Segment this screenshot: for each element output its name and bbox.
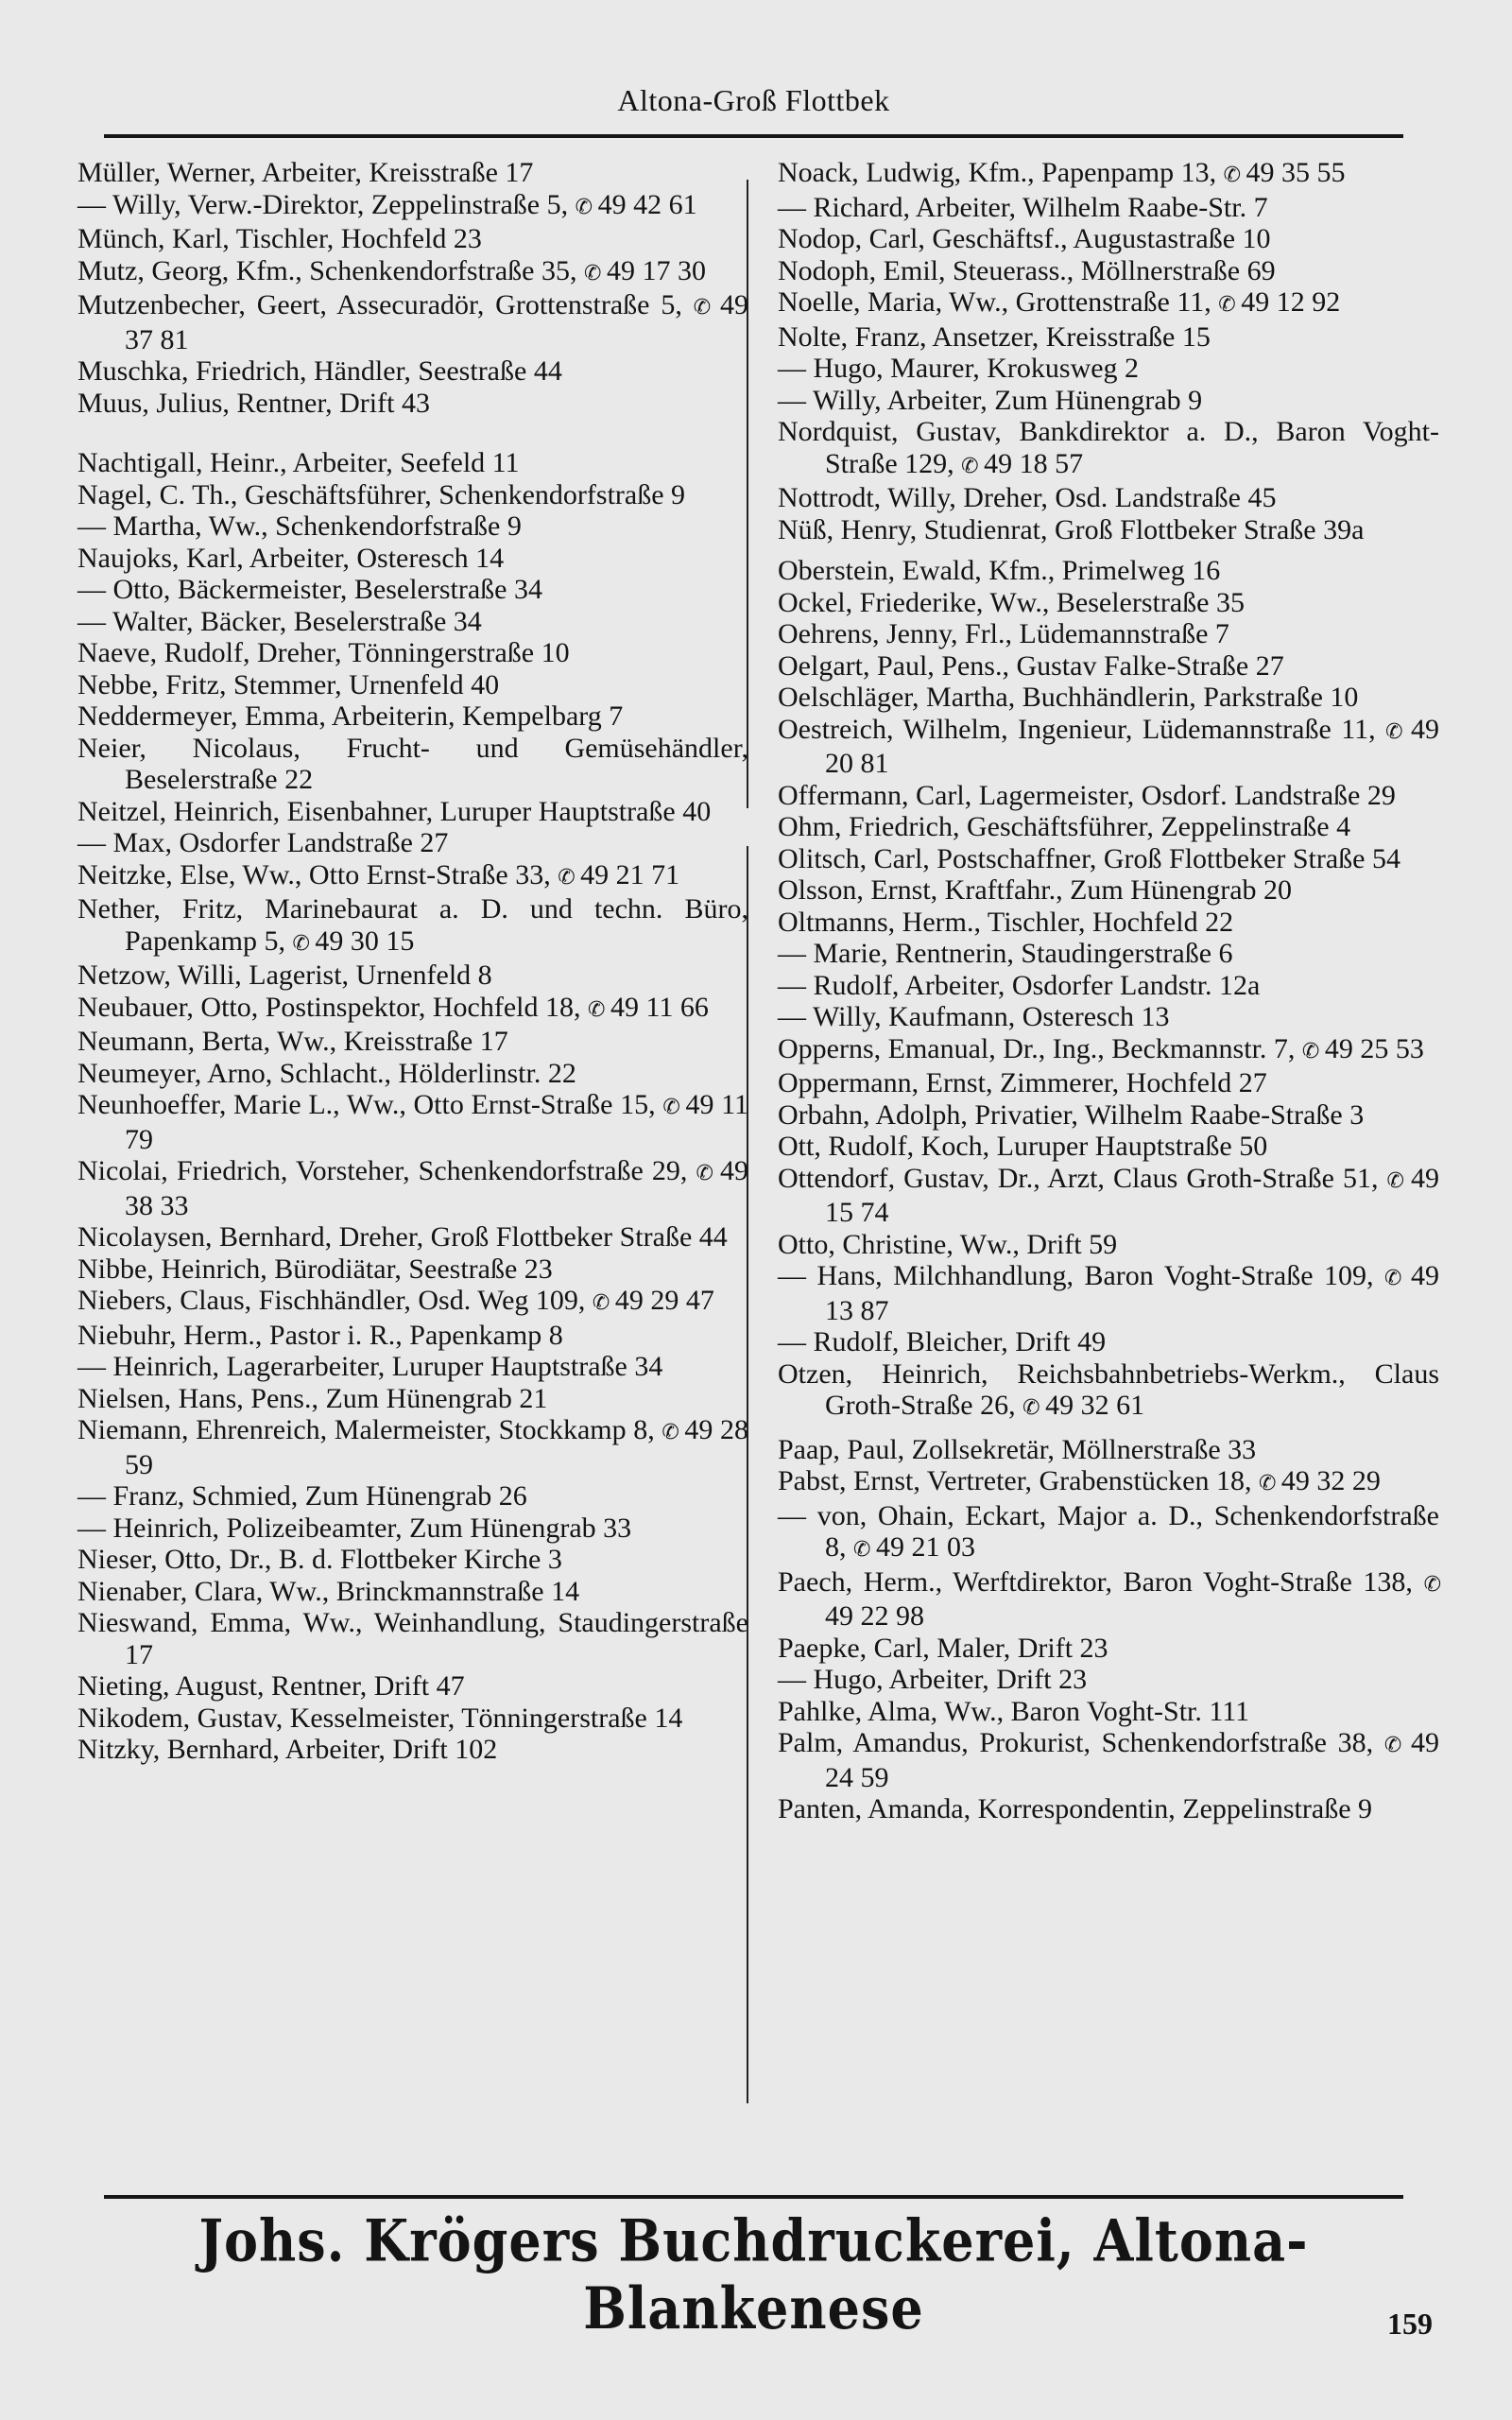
directory-entry: — Marie, Rentnerin, Staudingerstraße 6: [778, 938, 1233, 969]
directory-entry: Nikodem, Gustav, Kesselmeister, Tönningerstraße 14: [77, 1702, 683, 1734]
directory-entry: Noelle, Maria, Ww., Grottenstraße 11, ✆ 49 12 92: [778, 286, 1341, 318]
directory-entry: Neitzel, Heinrich, Eisenbahner, Luruper Hauptstraße 40: [77, 795, 712, 827]
directory-entry: Olitsch, Carl, Postschaffner, Groß Flottbeker Straße 54: [778, 842, 1400, 874]
directory-entry: Oppermann, Ernst, Zimmerer, Hochfeld 27: [778, 1067, 1267, 1098]
directory-entry: Ockel, Friederike, Ww., Beselerstraße 35: [778, 586, 1245, 618]
page-number: 159: [1387, 2307, 1433, 2341]
right-column: [778, 157, 1439, 1825]
telephone-icon: ✆: [1386, 1168, 1402, 1193]
directory-entry: Ott, Rudolf, Koch, Luruper Hauptstraße 50: [778, 1131, 1268, 1162]
directory-entry: — Rudolf, Bleicher, Drift 49: [778, 1326, 1107, 1357]
telephone-icon: ✆: [1423, 1572, 1439, 1597]
telephone-icon: ✆: [693, 296, 710, 320]
directory-entry: Nether, Fritz, Marinebaurat a. D. und techn. Büro, Papenkamp 5, ✆ 49 30 15: [77, 893, 748, 957]
directory-entry: — Walter, Bäcker, Beselerstraße 34: [77, 605, 482, 637]
directory-entry: — Hans, Milchhandlung, Baron Voght-Straße 109, ✆ 49 13 87: [778, 1260, 1439, 1326]
directory-entry: — Rudolf, Arbeiter, Osdorfer Landstr. 12a: [778, 969, 1261, 1001]
directory-entry: Muschka, Friedrich, Händler, Seestraße 44: [77, 355, 562, 387]
telephone-icon: ✆: [662, 1096, 679, 1119]
telephone-icon: ✆: [1258, 1472, 1275, 1495]
directory-entry: Olsson, Ernst, Kraftfahr., Zum Hünengrab 20: [778, 874, 1293, 906]
directory-entry: Nodop, Carl, Geschäftsf., Augustastraße 10: [778, 223, 1271, 254]
directory-entry: — Heinrich, Polizeibeamter, Zum Hünengrab 33: [77, 1512, 632, 1544]
directory-entry: Nolte, Franz, Ansetzer, Kreisstraße 15: [778, 320, 1211, 353]
directory-entry: Oelgart, Paul, Pens., Gustav Falke-Straße 27: [778, 649, 1284, 682]
telephone-icon: ✆: [575, 195, 592, 219]
directory-entry: Panten, Amanda, Korrespondentin, Zeppelinstraße 9: [778, 1793, 1373, 1824]
directory-entry: Nibbe, Heinrich, Bürodiätar, Seestraße 23: [77, 1253, 553, 1285]
directory-entry: Naeve, Rudolf, Dreher, Tönningerstraße 10: [77, 637, 570, 668]
directory-entry: Oltmanns, Herm., Tischler, Hochfeld 22: [778, 906, 1234, 938]
directory-entry: Nitzky, Bernhard, Arbeiter, Drift 102: [77, 1734, 498, 1765]
telephone-icon: ✆: [1383, 1734, 1400, 1757]
directory-entry: Nottrodt, Willy, Dreher, Osd. Landstraße 45: [778, 482, 1277, 513]
directory-entry: Nicolai, Friedrich, Vorsteher, Schenkendorfstraße 29, ✆ 49 38 33: [77, 1155, 748, 1221]
directory-entry: Oestreich, Wilhelm, Ingenieur, Lüdemannstraße 11, ✆ 49 20 81: [778, 713, 1440, 779]
telephone-icon: ✆: [588, 997, 604, 1022]
directory-entry: Mutz, Georg, Kfm., Schenkendorfstraße 35, ✆ 49 17 30: [77, 254, 706, 286]
directory-entry: Nielsen, Hans, Pens., Zum Hünengrab 21: [77, 1382, 548, 1414]
directory-entry: Netzow, Willi, Lagerist, Urnenfeld 8: [77, 959, 492, 991]
directory-entry: — Hugo, Maurer, Krokusweg 2: [778, 353, 1140, 384]
directory-entry: Nachtigall, Heinr., Arbeiter, Seefeld 11: [77, 447, 520, 478]
directory-entry: — Hugo, Arbeiter, Drift 23: [778, 1664, 1088, 1695]
directory-entry: — Willy, Verw.-Direktor, Zeppelinstraße 5, ✆ 49 42 61: [77, 188, 697, 220]
directory-entry: Niebers, Claus, Fischhändler, Osd. Weg 109, ✆ 49 29 47: [77, 1285, 714, 1316]
directory-entry: Oberstein, Ewald, Kfm., Primelweg 16: [778, 555, 1221, 586]
directory-entry: Noack, Ludwig, Kfm., Papenpamp 13, ✆ 49 35 55: [778, 157, 1346, 188]
directory-entry: Neunhoeffer, Marie L., Ww., Otto Ernst-Straße 15, ✆ 49 11 79: [77, 1089, 749, 1155]
directory-entry: Neier, Nicolaus, Frucht- und Gemüsehändler, Beselerstraße 22: [77, 732, 748, 795]
telephone-icon: ✆: [1223, 164, 1240, 187]
directory-entry: — Richard, Arbeiter, Wilhelm Raabe-Str. 7: [778, 191, 1268, 223]
directory-entry: Mutzenbecher, Geert, Assecuradör, Grottenstraße 5, ✆ 49 37 81: [77, 289, 749, 355]
directory-entry: Neitzke, Else, Ww., Otto Ernst-Straße 33, ✆ 49 21 71: [77, 858, 680, 890]
directory-entry: Neddermeyer, Emma, Arbeiterin, Kempelbarg 7: [77, 700, 624, 732]
directory-entry: Niemann, Ehrenreich, Malermeister, Stockkamp 8, ✆ 49 28 59: [77, 1414, 748, 1480]
telephone-icon: ✆: [1301, 1039, 1318, 1063]
directory-entry: Neumeyer, Arno, Schlacht., Hölderlinstr. 22: [77, 1057, 576, 1089]
header-rule: [104, 134, 1403, 138]
directory-entry: Palm, Amandus, Prokurist, Schenkendorfstraße 38, ✆ 49 24 59: [778, 1727, 1439, 1793]
directory-entry: Pahlke, Alma, Ww., Baron Voght-Str. 111: [778, 1695, 1250, 1727]
directory-entry: — Otto, Bäckermeister, Beselerstraße 34: [77, 574, 542, 605]
left-column: [77, 157, 748, 1766]
printer-imprint: Johs. Krögers Buchdruckerei, Altona-Blankenese: [198, 2206, 1309, 2342]
telephone-icon: ✆: [1384, 1267, 1400, 1290]
telephone-icon: ✆: [961, 454, 977, 478]
directory-entry: — Willy, Kaufmann, Osteresch 13: [778, 1001, 1170, 1032]
directory-entry: Nienaber, Clara, Ww., Brinckmannstraße 14: [77, 1575, 580, 1607]
directory-entry: — von, Ohain, Eckart, Major a. D., Schenkendorfstraße 8, ✆ 49 21 03: [778, 1499, 1439, 1563]
telephone-icon: ✆: [558, 865, 574, 890]
directory-entry: Muus, Julius, Rentner, Drift 43: [77, 387, 430, 419]
directory-entry: Nagel, C. Th., Geschäftsführer, Schenkendorfstraße 9: [77, 478, 686, 510]
telephone-icon: ✆: [696, 1162, 712, 1185]
telephone-icon: ✆: [1022, 1396, 1039, 1420]
directory-entry: Neubauer, Otto, Postinspektor, Hochfeld 18, ✆ 49 11 66: [77, 991, 709, 1023]
directory-entry: Nicolaysen, Bernhard, Dreher, Groß Flottbeker Straße 44: [77, 1221, 728, 1253]
telephone-icon: ✆: [1218, 293, 1234, 317]
directory-entry: Niebuhr, Herm., Pastor i. R., Papenkamp 8: [77, 1319, 563, 1351]
directory-entry: — Franz, Schmied, Zum Hünengrab 26: [77, 1480, 527, 1512]
directory-entry: Müller, Werner, Arbeiter, Kreisstraße 17: [77, 157, 534, 188]
directory-entry: Oehrens, Jenny, Frl., Lüdemannstraße 7: [778, 618, 1229, 649]
directory-entry: Neumann, Berta, Ww., Kreisstraße 17: [77, 1026, 508, 1057]
directory-entry: Nieswand, Emma, Ww., Weinhandlung, Staudingerstraße 17: [77, 1607, 748, 1670]
directory-entry: Orbahn, Adolph, Privatier, Wilhelm Raabe-Straße 3: [778, 1098, 1365, 1131]
directory-entry: Otzen, Heinrich, Reichsbahnbetriebs-Werkm., Claus Groth-Straße 26, ✆ 49 32 61: [778, 1357, 1439, 1421]
directory-entry: Ottendorf, Gustav, Dr., Arzt, Claus Groth-Straße 51, ✆ 49 15 74: [778, 1162, 1440, 1228]
directory-entry: Münch, Karl, Tischler, Hochfeld 23: [77, 223, 482, 254]
directory-entry: Paepke, Carl, Maler, Drift 23: [778, 1632, 1108, 1664]
directory-entry: — Willy, Arbeiter, Zum Hünengrab 9: [778, 384, 1203, 416]
directory-entry: Oelschläger, Martha, Buchhändlerin, Parkstraße 10: [778, 682, 1359, 713]
directory-entry: Paech, Herm., Werftdirektor, Baron Voght-Straße 138, ✆ 49 22 98: [778, 1565, 1439, 1632]
directory-entry: Opperns, Emanual, Dr., Ing., Beckmannstr. 7, ✆ 49 25 53: [778, 1032, 1424, 1064]
directory-entry: — Heinrich, Lagerarbeiter, Luruper Hauptstraße 34: [77, 1351, 663, 1382]
directory-entry: Ohm, Friedrich, Geschäftsführer, Zeppelinstraße 4: [778, 811, 1351, 842]
telephone-icon: ✆: [584, 261, 600, 285]
telephone-icon: ✆: [592, 1291, 609, 1315]
directory-entry: Nebbe, Fritz, Stemmer, Urnenfeld 40: [77, 668, 500, 700]
directory-entry: Pabst, Ernst, Vertreter, Grabenstücken 18, ✆ 49 32 29: [778, 1465, 1381, 1496]
directory-entry: Nieting, August, Rentner, Drift 47: [77, 1670, 465, 1702]
directory-entry: Nüß, Henry, Studienrat, Groß Flottbeker Straße 39a: [778, 513, 1365, 545]
directory-entry: Nordquist, Gustav, Bankdirektor a. D., Baron Voght-Straße 129, ✆ 49 18 57: [778, 416, 1439, 479]
page-header: Altona-Groß Flottbek: [617, 83, 890, 117]
directory-entry: Otto, Christine, Ww., Drift 59: [778, 1228, 1118, 1260]
footer-rule: [104, 2195, 1403, 2199]
directory-entry: — Max, Osdorfer Landstraße 27: [77, 827, 449, 858]
directory-entry: Offermann, Carl, Lagermeister, Osdorf. Landstraße 29: [778, 779, 1396, 811]
telephone-icon: ✆: [292, 931, 308, 956]
directory-entry: Nieser, Otto, Dr., B. d. Flottbeker Kirche 3: [77, 1544, 562, 1575]
telephone-icon: ✆: [1385, 719, 1401, 744]
directory-entry: Paap, Paul, Zollsekretär, Möllnerstraße 33: [778, 1433, 1257, 1465]
directory-entry: Naujoks, Karl, Arbeiter, Osteresch 14: [77, 542, 505, 574]
telephone-icon: ✆: [662, 1421, 678, 1444]
telephone-icon: ✆: [853, 1538, 869, 1562]
directory-entry: — Martha, Ww., Schenkendorfstraße 9: [77, 510, 522, 542]
directory-entry: Nodoph, Emil, Steuerass., Möllnerstraße 69: [778, 254, 1276, 286]
